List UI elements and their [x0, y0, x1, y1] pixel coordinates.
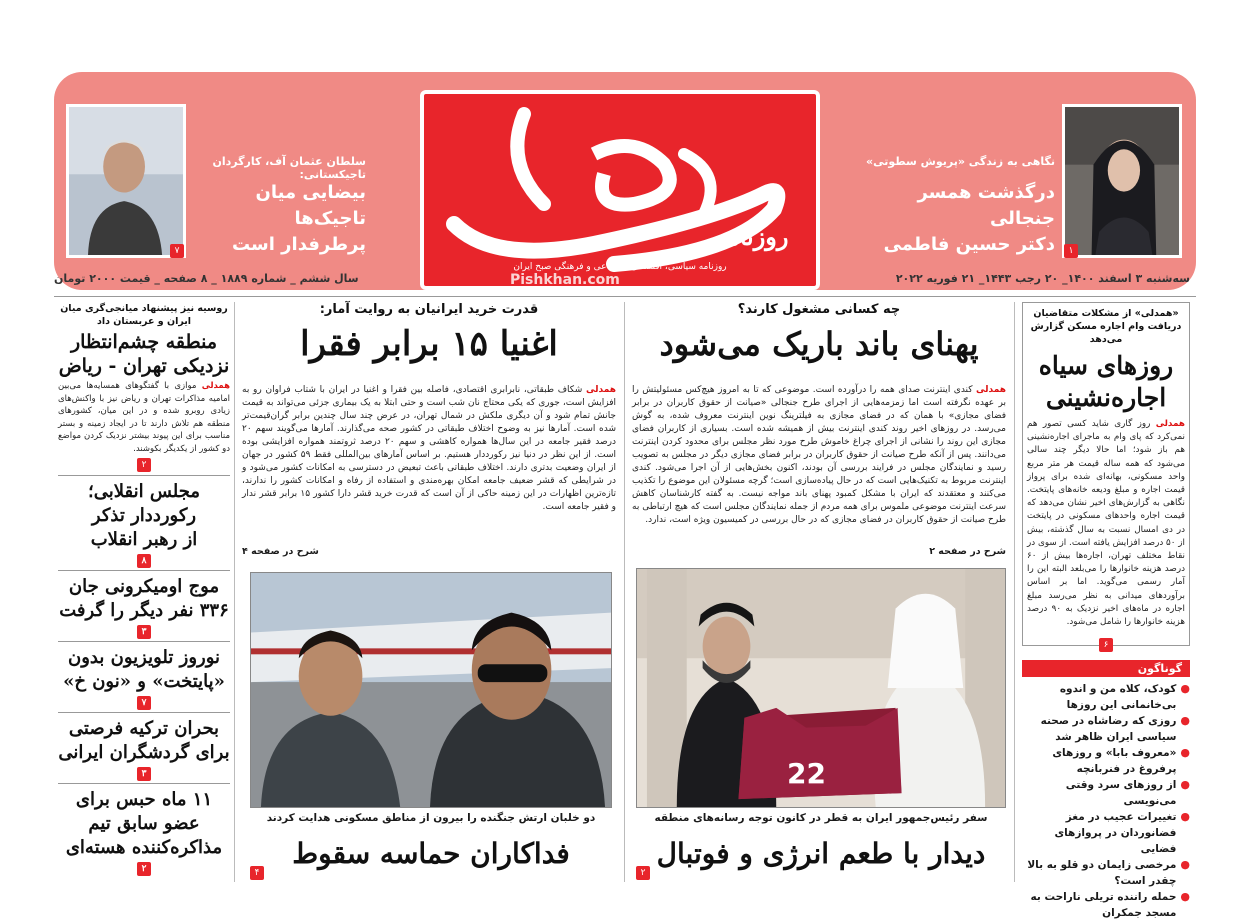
gunagun-item-text: حمله راننده تریلی ناراحت به مسجد جمکران	[1030, 891, 1177, 919]
center-right-photo	[636, 568, 1006, 808]
center-left-body	[242, 384, 616, 544]
gunagun-box[interactable]	[1022, 660, 1190, 921]
left-item-1-lead: همدلی	[201, 381, 231, 391]
header-left-kicker: سلطان عثمان آف، کارگردان تاجیکستانی:	[212, 155, 366, 181]
center-right-page-number: ۲	[636, 866, 650, 880]
header-left-title-line1: بیضایی میان تاجیک‌ها	[255, 182, 366, 229]
left-item-1-headline-line2: نزدیکی تهران - ریاض	[58, 355, 230, 377]
left-item-2-line3: از رهبر انقلاب	[90, 529, 198, 550]
left-item-6-line2: عضو سابق تیم	[88, 813, 200, 834]
column-divider	[1014, 302, 1015, 882]
left-item-1-kicker: روسیه نیز پیشنهاد میانجی‌گری میان ایران و عربستان داد	[60, 303, 228, 327]
center-right-see-more[interactable]: شرح در صفحه ۲	[929, 546, 1006, 557]
left-item-4-page-number: ۷	[137, 696, 151, 710]
left-item-4-line2: «پایتخت» و «نون خ»	[63, 671, 225, 692]
right-column-kicker: «همدلی» از مشکلات متقاضیان دریافت وام اجاره مسکن گزارش می‌دهد	[1030, 308, 1182, 345]
center-right-kicker: چه کسانی مشغول کارند؟	[737, 302, 901, 317]
divider	[58, 783, 230, 784]
right-column-headline-line1: روزهای سیاه	[1038, 351, 1174, 380]
gunagun-title: گوناگون	[1022, 660, 1190, 677]
left-item-1[interactable]	[58, 302, 230, 472]
center-left-kicker: قدرت خرید ایرانیان به روایت آمار:	[319, 302, 539, 317]
bullet-icon: ●	[1180, 858, 1190, 871]
left-item-2-line1: مجلس انقلابی؛	[87, 481, 201, 502]
header-left-title[interactable]	[196, 180, 366, 258]
header-left-title-line2: پرطرفدار است	[231, 234, 366, 255]
left-item-1-body-text: موازی با گفتگوهای همسایه‌ها می‌بین‌ امامیه مذاکرات تهران و ریاض نیز با واکنش‌های زیادی روبرو شده و در این میان، کشورهای منطقه هم تلاش دارند تا در ایجاد زمینه و بستر مناسب برای این پیوند بیشتر نزدیک کردن مواضع دو کشور از یکدیگر بکوشند.	[58, 381, 230, 454]
left-item-6-line1: ۱۱ ماه حبس برای	[75, 789, 213, 810]
header-right-title-line2: دکتر حسین فاطمی	[883, 234, 1055, 255]
bullet-icon: ●	[1180, 682, 1190, 695]
right-column-page-number: ۶	[1099, 638, 1113, 652]
gunagun-item-text: کودک، کلاه من و اندوه بی‌خانمانی این روزها	[1059, 683, 1177, 711]
center-left-body-text: شکاف طبقاتی، نابرابری اقتصادی، فاصله بین فقرا و اغنیا در ایران با شتاب فراوان رو به افزایش است، جوری که یکی محتاج نان شب است و حتی ابتلا به یک بیماری جزئی می‌تواند به قیمت جانش تمام شود و آن دیگری ملکش در شمال تهران، در عرض چند سال چندین برابر گران‌قیمت‌تر شده است. آمارها نیز به وضوح اختلاف طبقاتی در کشور صحه می‌گذارند. آمارها می‌گویند سهم ۲۰ درصد فقیر جامعه در این سال‌ها همواره کاهشی و سهم ۲۰ درصد ثروتمند همواره افزایشی بوده است. از این نظر در دنیا نیز رکورددار هستیم. بر اساس آمارهای بین‌المللی فقط ۵۹ کشور در جهان از ایران وضعیت بدتری دارند. اختلاف طبقاتی باعث تبعیض در دسترسی به امکانات کشور می‌شود و در شرایطی که قشر ضعیف جامعه امکان بهره‌مندی و استفاده از رفاه و امکانات کشور را ندارند، تازه‌ترین اظهارات در این زمینه حاکی از آن است که قدرت خرید قشر دارا کشور ۱۵ برابر قشر ندار و فقیر جامعه است.	[242, 385, 616, 512]
divider	[54, 296, 1196, 297]
gunagun-item-text: مرخصی زایمان دو قلو به بالا چقدر است؟	[1027, 859, 1177, 887]
left-item-6-page-number: ۲	[137, 862, 151, 876]
center-left-lead: همدلی	[586, 385, 616, 395]
divider	[58, 475, 230, 476]
dateline-issue: سال ششم _ شماره ۱۸۸۹ _ ۸ صفحه _ قیمت ۲۰۰۰ تومان	[54, 272, 359, 285]
left-column	[58, 302, 230, 878]
gunagun-list	[1022, 681, 1190, 921]
center-left-photo-headline[interactable]: فداکاران حماسه سقوط	[292, 837, 570, 870]
center-left-see-more[interactable]: شرح در صفحه ۴	[242, 546, 319, 557]
left-item-3-page-number: ۳	[137, 625, 151, 639]
center-left-headline[interactable]: اغنیا ۱۵ برابر فقرا	[300, 324, 558, 364]
center-right-headline[interactable]: پهنای باند باریک می‌شود	[659, 325, 979, 363]
left-item-4[interactable]	[58, 646, 230, 710]
left-item-4-line1: نوروز تلویزیون بدون	[67, 647, 221, 668]
left-item-1-body	[58, 380, 230, 455]
header-right-photo	[1062, 104, 1182, 258]
bullet-icon: ●	[1180, 714, 1190, 727]
left-item-3-line2: ۳۳۶ نفر دیگر را گرفت	[59, 600, 229, 621]
gunagun-item-text: روزی که رضاشاه در صحنه سیاسی ایران ظاهر شد	[1040, 715, 1177, 743]
newspaper-logo[interactable]	[420, 90, 820, 290]
gunagun-item-text: از روزهای سرد وقتی می‌نویسی	[1065, 779, 1177, 807]
center-left-caption: دو خلبان ارتش جنگنده را بیرون از مناطق مسکونی هدایت کردند	[266, 812, 596, 824]
left-item-5[interactable]	[58, 717, 230, 781]
gunagun-item[interactable]	[1022, 857, 1190, 889]
divider	[58, 570, 230, 571]
left-item-5-line2: برای گردشگران ایرانی	[58, 742, 230, 763]
center-right-photo-headline[interactable]: دیدار با طعم انرژی و فوتبال	[656, 837, 986, 870]
center-right-caption: سفر رئیس‌جمهور ایران به قطر در کانون توجه رسانه‌های منطقه	[654, 812, 988, 824]
gunagun-item[interactable]	[1022, 777, 1190, 809]
column-divider	[624, 302, 625, 882]
gunagun-item-text: تغییرات عجیب در مغز فضانوردان در پروازهای فضایی	[1054, 811, 1177, 855]
center-left-photo	[250, 572, 612, 808]
right-column-body-text: روز گاری شاید کسی تصور هم نمی‌کرد که پای وام به ماجرای اجاره‌نشینی هم باز شود؛ اما حالا دیگر چند سالی می‌شود که همه ساله قیمت هر متر مربع واحد مسکونی، بهانه‌ای شده برای پرواز قیمت اجاره و مبلغ ودیعه خانه‌های پایتخت. نگاهی به گزارش‌های اخیر نشان می‌دهد که قیمت اجاره واحدهای مسکونی در پایتخت در دی امسال نسبت به سال گذشته، بیش از ۵۰ درصد افزایش یافته است. از سوی در نقاط مختلف تهران، اجاره‌ها بیش از ۶۰ درصد هزینه خانوارها را می‌بلعد البته این را آمار رسمی می‌گوید. اما بر اساس برآوردهای میدانی به نظر می‌رسد مبلغ اجاره در ماه‌های اخیر نزدیک به ۹۰ درصد هزینه خانوارها را شامل می‌شود.	[1026, 419, 1185, 628]
header-right-kicker: نگاهی به زندگی «پریوش سطوتی»	[866, 155, 1055, 168]
gunagun-item[interactable]	[1022, 889, 1190, 921]
right-column-box[interactable]	[1022, 302, 1190, 646]
divider	[58, 712, 230, 713]
header-left-page-number: ۷	[170, 244, 184, 258]
header-right-title-line1: درگذشت همسر جنجالی	[917, 182, 1055, 229]
right-column-headline	[1027, 350, 1185, 414]
bullet-icon: ●	[1180, 810, 1190, 823]
left-item-3-line1: موج اومیکرونی جان	[68, 576, 220, 597]
header-right-page-number: ۱	[1064, 244, 1078, 258]
left-item-6[interactable]	[58, 788, 230, 876]
bullet-icon: ●	[1180, 778, 1190, 791]
left-item-2[interactable]	[58, 480, 230, 568]
right-column-headline-line2: اجاره‌نشینی	[1045, 383, 1167, 412]
column-divider	[234, 302, 235, 882]
left-item-3[interactable]	[58, 575, 230, 639]
header-right-title[interactable]	[860, 180, 1055, 258]
bullet-icon: ●	[1180, 746, 1190, 759]
left-item-2-page-number: ۸	[137, 554, 151, 568]
center-left-page-number: ۴	[250, 866, 264, 880]
divider	[58, 641, 230, 642]
left-item-2-line2: رکورددار تذکر	[91, 505, 197, 526]
left-item-1-headline	[58, 330, 230, 378]
left-item-5-page-number: ۳	[137, 767, 151, 781]
right-column-body	[1027, 418, 1185, 629]
right-column-lead: همدلی	[1155, 419, 1186, 429]
watermark: Pishkhan.com	[510, 272, 620, 288]
gunagun-item[interactable]	[1022, 745, 1190, 777]
left-item-1-headline-line1: منطقه چشم‌انتظار	[70, 331, 218, 353]
center-right-body-text: کندی اینترنت صدای همه را درآورده است. موضوعی که تا به امروز هیچ‌کس مسئولیتش را بر عهده نگرفته است اما زمزمه‌هایی از اجرای طرح جنجالی «صیانت از حقوق کاربران در برابر فضای مجازی» با همان که در فضای مجازی به فیلترینگ نوین اینترنت معروف شده، به گوش می‌رسد. در روزهای اخیر روند کندی اینترنت بیش از همیشه شده است. بسیاری از کاربران فضای مجازی این روند را نشانی از اجرای چراغ خاموش طرح مورد نظر مجلس برای محدود کردن اینترنت می‌دانند. پس از آنکه طرح صیانت از حقوق کاربران در برابر فضای مجازی دیگر در مجلس به تصویب رسید و نمایندگان مجلس در فرایند بررسی آن بودند، اکنون بخش‌هایی از آن اجرا می‌شود. کندی اینترنت مربوط به تکنیک‌هایی است که در حال پیاده‌سازی است؛ گرچه مسئولان این موضوع را تکذیب می‌کنند و معتقدند که ایران با مشکل کمبود پهنای باند مواجه نیست. به گفته کارشناسان کاهش سرعت اینترنت موضوعی ملموس برای همه مردم از جمله نمایندگان مجلس است که هیچ ارتباطی به طرح صیانت از حقوق کاربران در فضای مجازی که در حال بررسی در کمیسیون ویژه است، ندارد.	[632, 385, 1006, 525]
gunagun-item[interactable]	[1022, 713, 1190, 745]
left-item-5-line1: بحران ترکیه فرصتی	[68, 718, 220, 739]
left-item-6-line3: مذاکره‌کننده هسته‌ای	[65, 837, 223, 858]
center-right-body	[632, 384, 1006, 544]
header-left-photo	[66, 104, 186, 258]
logo-prefix: روزنامه	[714, 222, 789, 251]
left-item-1-page-number: ۲	[137, 458, 151, 472]
gunagun-item-text: «معروف بابا» و روزهای پرفروغ در فنربانچه	[1052, 747, 1177, 775]
center-right-lead: همدلی	[976, 385, 1006, 395]
logo-subtitle: روزنامه سیاسی، اقتصادی، اجتماعی و فرهنگی صبح ایران	[513, 262, 727, 272]
gunagun-item[interactable]	[1022, 809, 1190, 857]
jersey-number: 22	[787, 757, 826, 790]
dateline-date: سه‌شنبه ۳ اسفند ۱۴۰۰_ ۲۰ رجب ۱۴۴۳_ ۲۱ فوریه ۲۰۲۲	[895, 272, 1190, 285]
bullet-icon: ●	[1180, 890, 1190, 903]
gunagun-item[interactable]	[1022, 681, 1190, 713]
